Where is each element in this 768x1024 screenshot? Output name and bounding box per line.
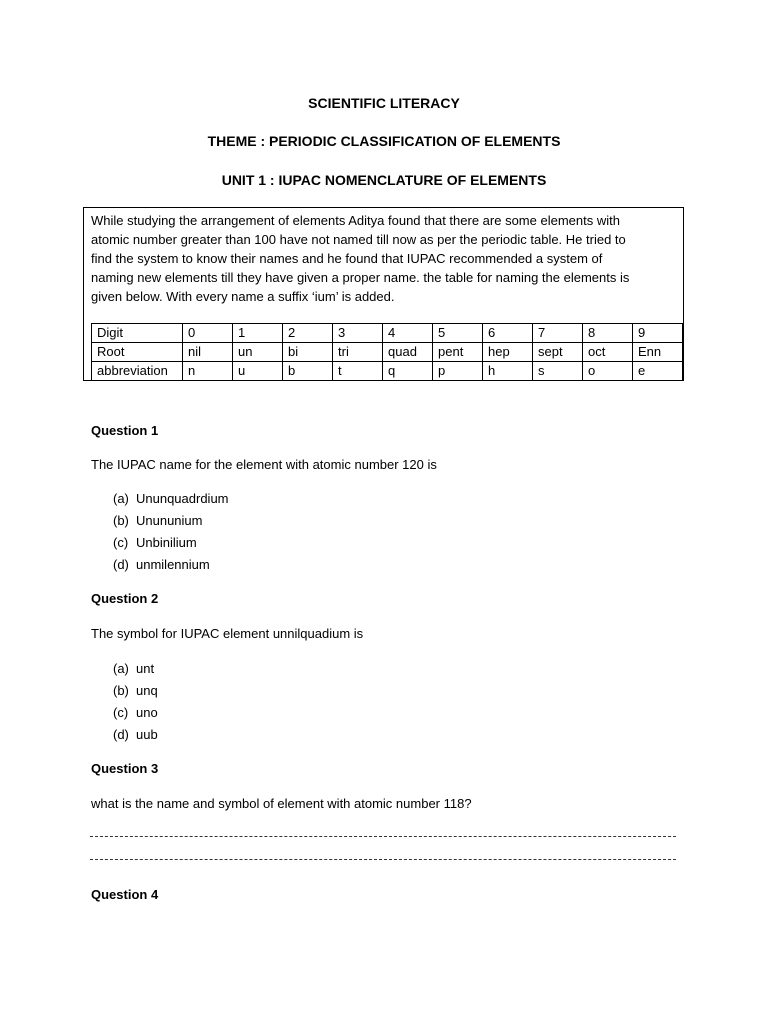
- table-cell: 6: [483, 324, 533, 343]
- option-text: unt: [136, 661, 155, 676]
- table-cell: 0: [183, 324, 233, 343]
- page-title: SCIENTIFIC LITERACY: [308, 95, 460, 111]
- option-text: uub: [136, 727, 158, 742]
- table-cell: 5: [433, 324, 483, 343]
- unit-heading: UNIT 1 : IUPAC NOMENCLATURE OF ELEMENTS: [221, 172, 547, 188]
- table-cell: b: [283, 362, 333, 381]
- table-cell: pent: [433, 343, 483, 362]
- table-cell: o: [583, 362, 633, 381]
- option-text: unq: [136, 683, 158, 698]
- option-label: (d): [113, 727, 129, 742]
- option-label: (a): [113, 491, 129, 506]
- table-row: [92, 324, 683, 343]
- table-cell: 7: [533, 324, 583, 343]
- question-3-text: what is the name and symbol of element with atomic number 118?: [91, 796, 472, 811]
- table-cell: 3: [333, 324, 383, 343]
- table-cell: e: [633, 362, 683, 381]
- option-text: Unbinilium: [136, 535, 197, 550]
- table-cell: s: [533, 362, 583, 381]
- table-cell: Enn: [633, 343, 683, 362]
- option-label: (a): [113, 661, 129, 676]
- option-text: unmilennium: [136, 557, 210, 572]
- intro-line: find the system to know their names and he found that IUPAC recommended a system of: [91, 251, 603, 266]
- table-row: [92, 343, 683, 362]
- table-cell: 8: [583, 324, 633, 343]
- table-cell: sept: [533, 343, 583, 362]
- nomenclature-table: [91, 323, 683, 381]
- table-cell: t: [333, 362, 383, 381]
- option-label: (b): [113, 513, 129, 528]
- table-cell: nil: [183, 343, 233, 362]
- question-1-option-c[interactable]: [113, 535, 197, 550]
- question-2-text: The symbol for IUPAC element unnilquadium is: [91, 626, 364, 641]
- answer-line[interactable]: [90, 859, 676, 860]
- table-cell: p: [433, 362, 483, 381]
- table-row-label: Root: [92, 343, 183, 362]
- table-row-label: abbreviation: [92, 362, 183, 381]
- table-cell: tri: [333, 343, 383, 362]
- option-label: (c): [113, 705, 129, 720]
- question-2-heading: Question 2: [91, 591, 159, 606]
- table-cell: u: [233, 362, 283, 381]
- table-cell: q: [383, 362, 433, 381]
- question-2-option-a[interactable]: [113, 661, 154, 676]
- question-1-option-a[interactable]: [113, 491, 229, 506]
- table-cell: hep: [483, 343, 533, 362]
- table-cell: quad: [383, 343, 433, 362]
- intro-box: [83, 207, 684, 381]
- intro-line: naming new elements till they have given a proper name. the table for naming the elements is: [91, 270, 630, 285]
- question-1-heading: Question 1: [91, 423, 159, 438]
- option-text: Unununium: [136, 513, 203, 528]
- table-row-label: Digit: [92, 324, 183, 343]
- intro-line: While studying the arrangement of elements Aditya found that there are some elements with: [91, 213, 620, 228]
- intro-line: given below. With every name a suffix ‘ium’ is added.: [91, 289, 395, 304]
- table-cell: h: [483, 362, 533, 381]
- table-cell: 1: [233, 324, 283, 343]
- option-text: Ununquadrdium: [136, 491, 229, 506]
- table-cell: 2: [283, 324, 333, 343]
- question-2-option-d[interactable]: [113, 727, 158, 742]
- question-4-heading: Question 4: [91, 887, 159, 902]
- option-text: uno: [136, 705, 158, 720]
- table-cell: 9: [633, 324, 683, 343]
- table-cell: 4: [383, 324, 433, 343]
- table-cell: n: [183, 362, 233, 381]
- table-row: [92, 362, 683, 381]
- option-label: (c): [113, 535, 129, 550]
- option-label: (b): [113, 683, 129, 698]
- question-2-option-c[interactable]: [113, 705, 158, 720]
- table-cell: oct: [583, 343, 633, 362]
- question-3-heading: Question 3: [91, 761, 159, 776]
- question-1-option-b[interactable]: [113, 513, 203, 528]
- option-label: (d): [113, 557, 129, 572]
- table-cell: bi: [283, 343, 333, 362]
- intro-line: atomic number greater than 100 have not named till now as per the periodic table. He tried to: [91, 232, 626, 247]
- question-2-option-b[interactable]: [113, 683, 158, 698]
- question-1-text: The IUPAC name for the element with atomic number 120 is: [91, 457, 437, 472]
- theme-heading: THEME : PERIODIC CLASSIFICATION OF ELEMENTS: [207, 133, 561, 149]
- table-cell: un: [233, 343, 283, 362]
- question-1-option-d[interactable]: [113, 557, 210, 572]
- answer-line[interactable]: [90, 836, 676, 837]
- intro-paragraph: [91, 211, 676, 306]
